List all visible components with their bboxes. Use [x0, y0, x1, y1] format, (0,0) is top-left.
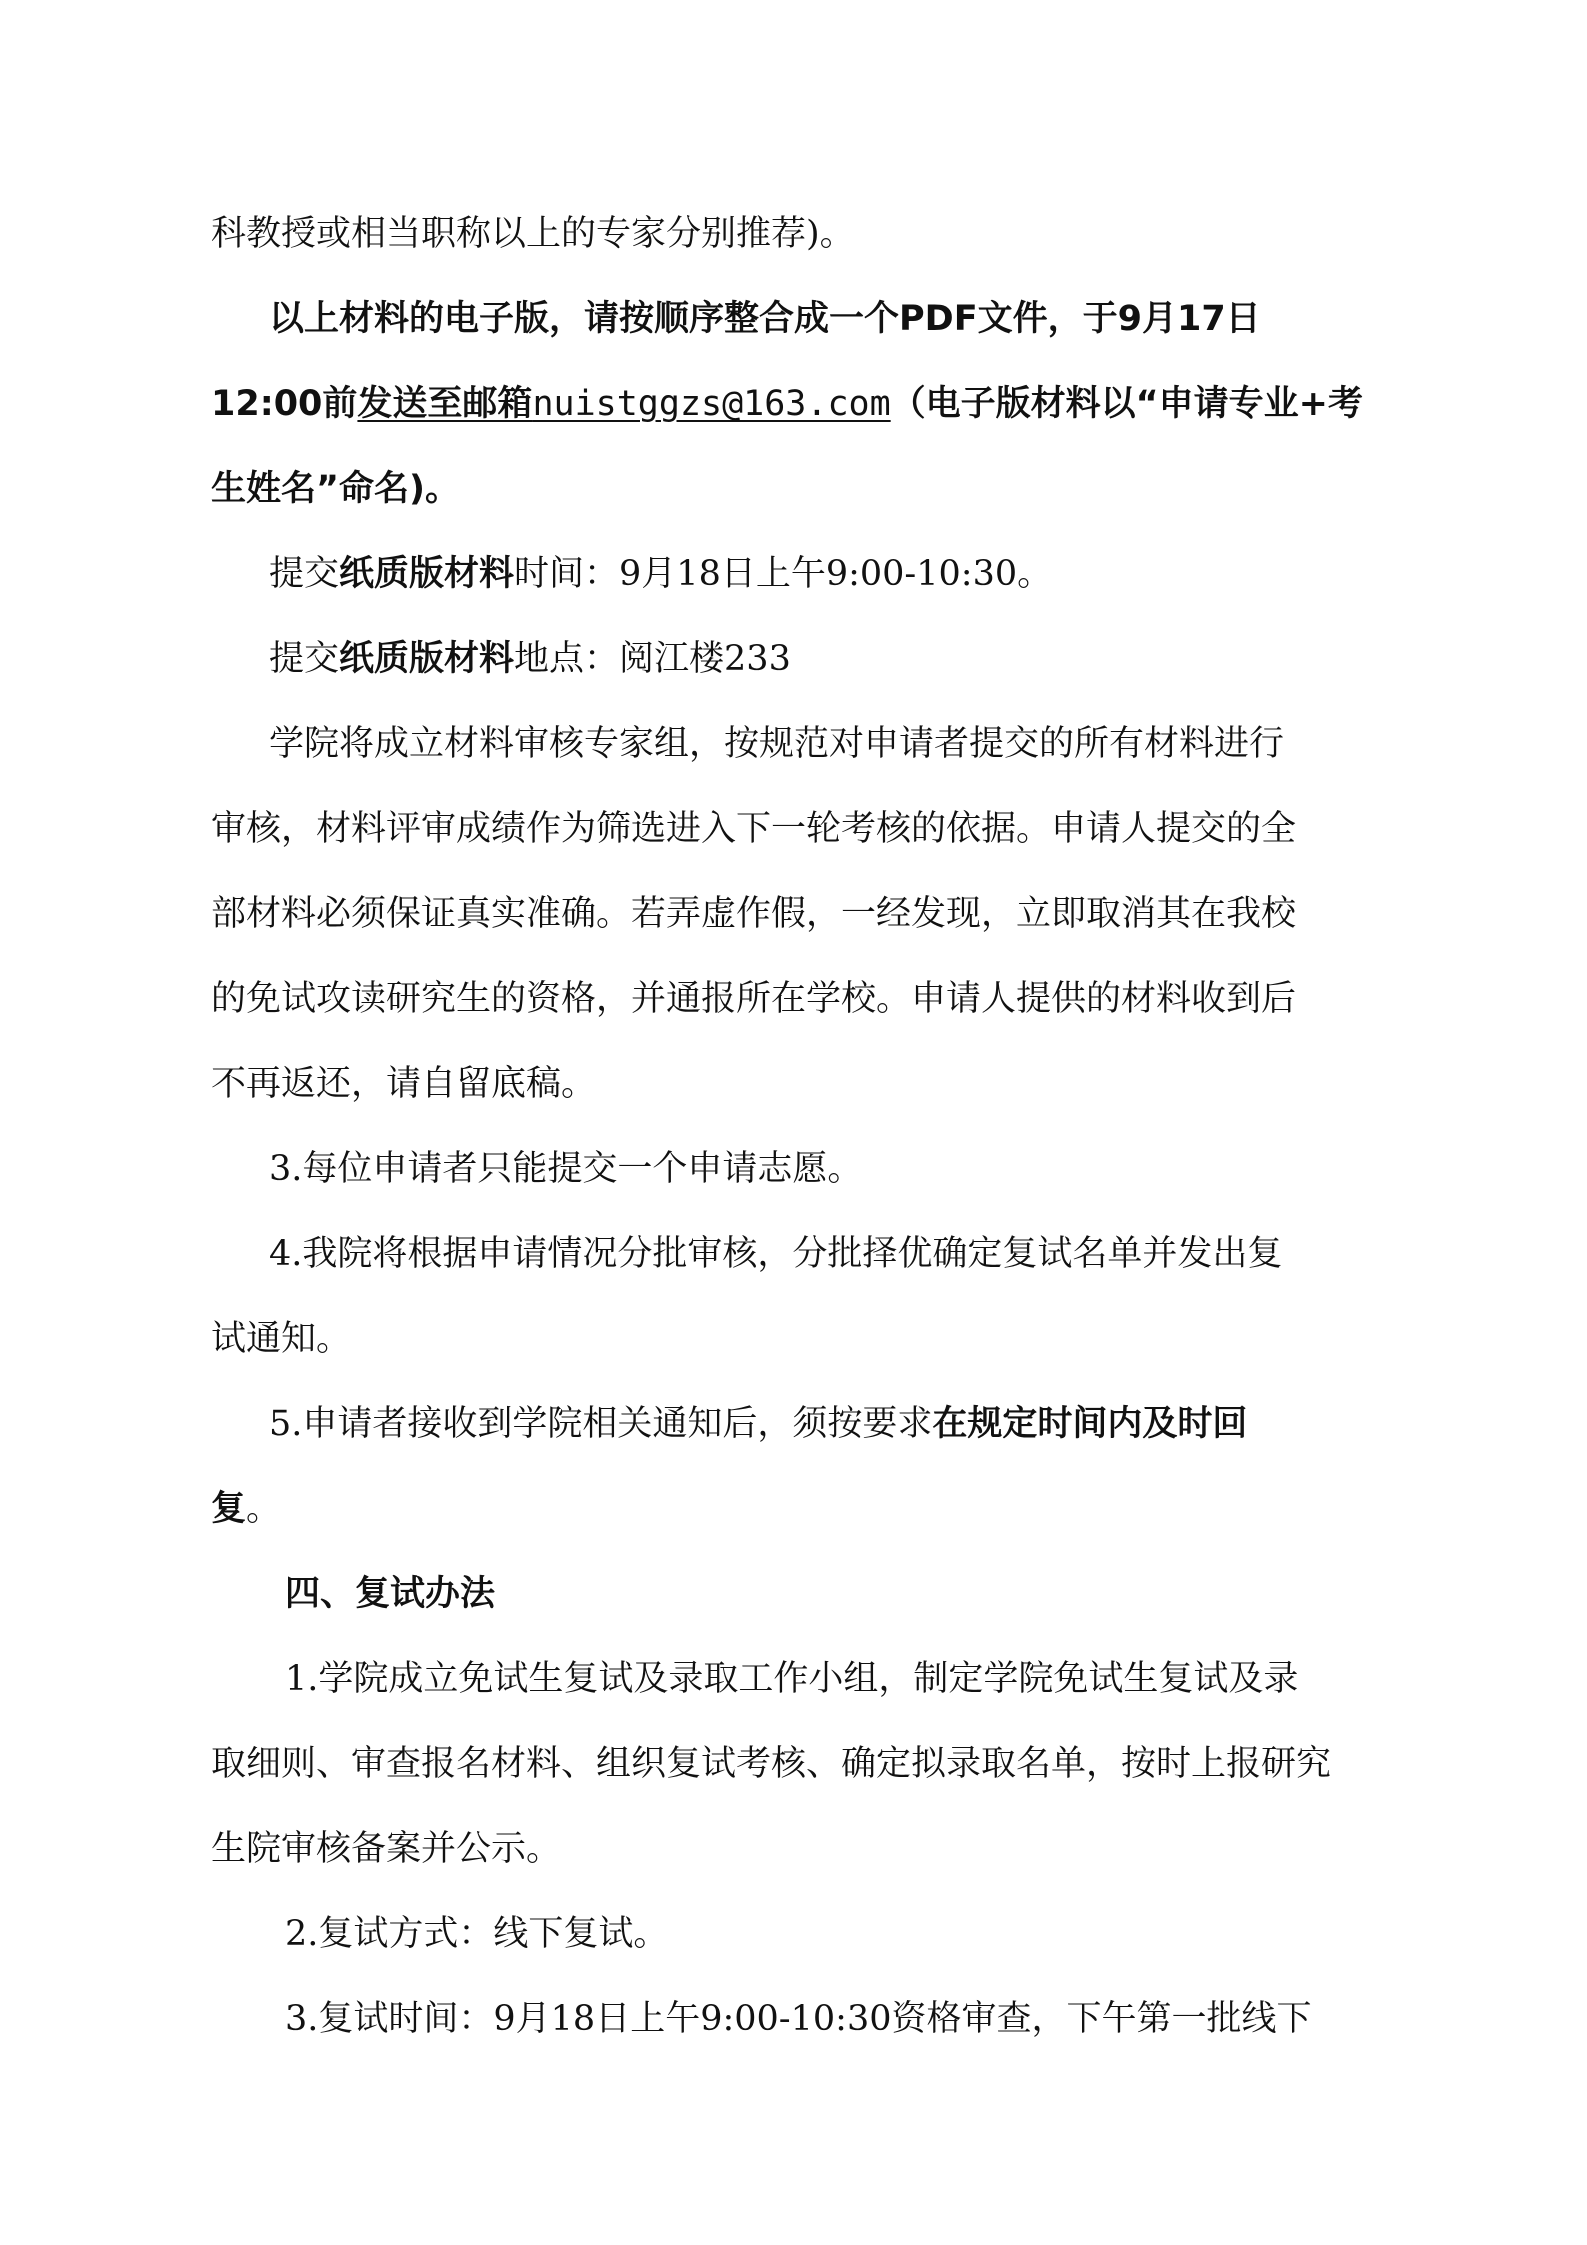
email-link[interactable]: nuistggzs@163.com: [532, 384, 891, 424]
text-line: [269, 722, 1284, 766]
text-line: [269, 297, 1261, 341]
text-run-bold: 在规定时间内及时回: [932, 1404, 1248, 1444]
text-line: [269, 1232, 1282, 1276]
text-run-bold: 纸质版材料: [339, 639, 515, 679]
text-line: [269, 552, 1052, 596]
text-line: [285, 1997, 1312, 2041]
text-run-bold: 复: [211, 1489, 247, 1529]
text-line: [211, 382, 1363, 426]
text-line: [211, 467, 460, 511]
text-run: 生院审核备案并公示。: [211, 1829, 562, 1869]
text-run: 3.每位申请者只能提交一个申请志愿。: [269, 1149, 863, 1189]
text-run: 审核，材料评审成绩作为筛选进入下一轮考核的依据。申请人提交的全: [211, 809, 1297, 849]
text-line: [269, 1402, 1247, 1446]
text-run: 学院将成立材料审核专家组，按规范对申请者提交的所有材料进行: [269, 724, 1285, 764]
text-line: [211, 1317, 351, 1361]
text-run: 不再返还，请自留底稿。: [211, 1064, 597, 1104]
text-run-bold: 以上材料的电子版，请按顺序整合成一个PDF文件，于9月17日: [269, 299, 1261, 339]
text-run: 5.申请者接收到学院相关通知后，须按要求: [269, 1404, 933, 1444]
text-line: [211, 1827, 561, 1871]
section-heading-text: 四、复试办法: [285, 1574, 496, 1614]
text-run-bold: 12:00前: [211, 384, 358, 424]
text-line: [285, 1657, 1298, 1701]
text-run: 2.复试方式：线下复试。: [285, 1914, 669, 1954]
text-run: 提交: [269, 639, 340, 679]
text-run: 试通知。: [211, 1319, 352, 1359]
text-run: 提交: [269, 554, 340, 594]
text-line: [211, 1742, 1331, 1786]
text-run: 。: [246, 1489, 282, 1529]
text-run: 取细则、审查报名材料、组织复试考核、确定拟录取名单，按时上报研究: [211, 1744, 1332, 1784]
text-line: [269, 637, 791, 681]
text-run: 3.复试时间：9月18日上午9:00-10:30资格审查，下午第一批线下: [285, 1999, 1312, 2039]
text-line: [211, 892, 1296, 936]
text-run: 时间：9月18日上午9:00-10:30。: [514, 554, 1053, 594]
text-run: 部材料必须保证真实准确。若弄虚作假，一经发现，立即取消其在我校: [211, 894, 1297, 934]
text-run: 科教授或相当职称以上的专家分别推荐)。: [211, 214, 855, 254]
text-run-bold: 生姓名”命名)。: [211, 469, 460, 509]
text-run: 1.学院成立免试生复试及录取工作小组，制定学院免试生复试及录: [285, 1659, 1299, 1699]
text-run-bold: （电子版材料以“申请专业+考: [890, 384, 1364, 424]
text-line: [285, 1912, 668, 1956]
text-run-bold: 纸质版材料: [339, 554, 515, 594]
text-line: [269, 1147, 862, 1191]
text-line: [211, 807, 1296, 851]
text-run: 的免试攻读研究生的资格，并通报所在学校。申请人提供的材料收到后: [211, 979, 1297, 1019]
section-heading: [285, 1572, 495, 1616]
text-run: 地点：阅江楼233: [514, 639, 791, 679]
text-run-bold-underline: 发送至邮箱: [357, 384, 533, 424]
text-line: [211, 1487, 281, 1531]
text-run: 4.我院将根据申请情况分批审核，分批择优确定复试名单并发出复: [269, 1234, 1283, 1274]
text-line: [211, 212, 855, 256]
text-line: [211, 1062, 596, 1106]
text-line: [211, 977, 1296, 1021]
